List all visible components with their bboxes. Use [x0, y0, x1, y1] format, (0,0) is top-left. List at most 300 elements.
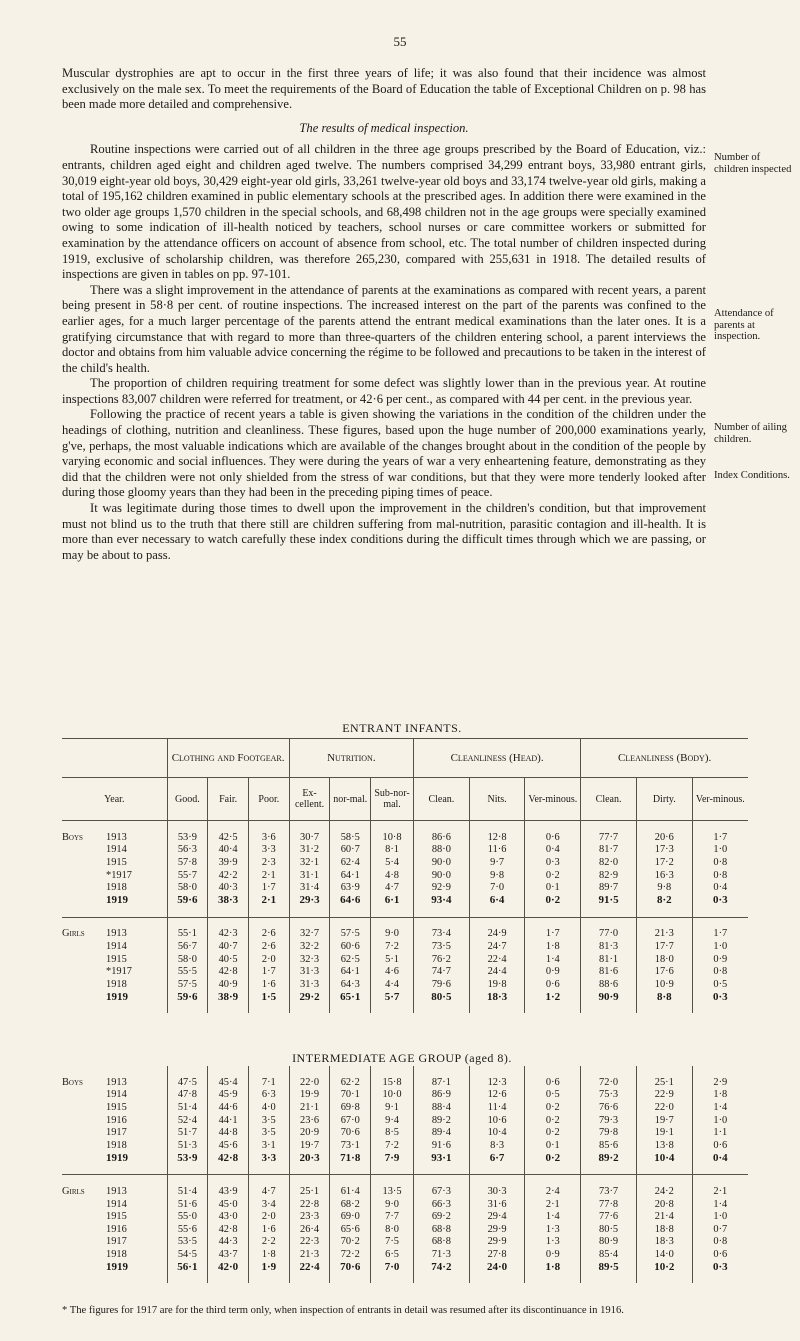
value-cell: 20·6 — [636, 831, 692, 844]
value-cell: 65·6 — [330, 1223, 371, 1236]
value-cell: 4·7 — [371, 881, 414, 894]
value-cell: 22·0 — [636, 1101, 692, 1114]
value-cell: 30·7 — [289, 831, 330, 844]
value-cell: 54·5 — [167, 1248, 208, 1261]
value-cell: 4·4 — [371, 978, 414, 991]
spacer-cell — [525, 1273, 581, 1283]
spacer-cell — [167, 1003, 208, 1013]
value-cell: 4·7 — [248, 1185, 289, 1198]
spacer-cell — [414, 1273, 470, 1283]
spacer-cell — [330, 917, 371, 928]
value-cell: 0·8 — [713, 856, 728, 868]
value-cell: 6·5 — [371, 1248, 414, 1261]
value-cell: 9·0 — [371, 1198, 414, 1211]
spacer-cell — [208, 821, 249, 832]
value-cell: 52·4 — [167, 1114, 208, 1127]
col-header-head-clean: Clean. — [414, 778, 470, 821]
spacer-cell — [167, 821, 208, 832]
table-row — [62, 1236, 748, 1249]
value-cell: 57·5 — [167, 978, 208, 991]
value-cell: 22·4 — [289, 1261, 330, 1274]
group-spacer — [62, 1273, 748, 1283]
section-heading: The results of medical inspection. — [299, 120, 469, 135]
spacer-cell — [636, 1066, 692, 1076]
value-cell: 70·6 — [330, 1126, 371, 1139]
value-cell: 32·7 — [289, 928, 330, 941]
value-cell: 57·5 — [330, 928, 371, 941]
value-cell: 62·5 — [330, 953, 371, 966]
value-cell: 6·1 — [371, 894, 414, 907]
value-cell: 76·2 — [414, 953, 470, 966]
spacer-cell — [208, 1164, 249, 1175]
footnote: * The figures for 1917 are for the third term only, when inspection of entrants in detail was resumed after its discontinuance in 1916. — [62, 1305, 624, 1316]
spacer-cell — [248, 1175, 289, 1186]
paragraph-ailing-children: The proportion of children requiring treatment for some defect was slightly lower than in the previous year. At routine inspections 83,007 children were referred for treatment, or 42·6 per cent., as compared with 44 per cent. in the previous year. — [62, 376, 706, 406]
value-cell: 73·4 — [414, 928, 470, 941]
value-cell: 56·7 — [167, 940, 208, 953]
value-cell: 9·7 — [469, 856, 525, 869]
table-row — [62, 1223, 748, 1236]
value-cell: 40·3 — [208, 881, 249, 894]
year-value: 1919 — [106, 1261, 128, 1274]
value-cell: 75·3 — [581, 1089, 637, 1102]
value-cell: 7·2 — [371, 1139, 414, 1152]
value-cell: 73·1 — [330, 1139, 371, 1152]
value-cell: 2·6 — [248, 940, 289, 953]
value-cell: 10·9 — [636, 978, 692, 991]
value-cell: 0·2 — [525, 1114, 581, 1127]
spacer-cell — [289, 917, 330, 928]
value-cell: 7·2 — [371, 940, 414, 953]
value-cell: 2·1 — [525, 1198, 581, 1211]
value-cell: 0·8 — [713, 966, 728, 978]
value-cell: 7·7 — [371, 1210, 414, 1223]
value-cell: 70·2 — [330, 1236, 371, 1249]
value-cell: 89·5 — [581, 1261, 637, 1274]
value-cell: 19·8 — [469, 978, 525, 991]
value-cell: 89·4 — [414, 1126, 470, 1139]
col-header-fair: Fair. — [208, 778, 249, 821]
value-cell: 0·2 — [525, 869, 581, 882]
value-cell: 40·4 — [208, 844, 249, 857]
paragraph-index-conditions: Following the practice of recent years a table is given showing the variations in the condition of the children under the headings of clothing, nutrition and cleanliness. These figures, based upon the huge number of 200,000 examinations yearly, g've, perhaps, the most valuable indications which are available of the changes brought about in the condition of the people by varying economic and social influences. They were during the years of war a very enheartening feature, demonstrating as they did that the children were not only shielded from the stress of war conditions, but that they were more tenderly looked after during those gloomy years than they had been in the preceding piping times of peace. — [62, 407, 706, 500]
value-cell: 0·7 — [713, 1223, 728, 1235]
spacer-cell — [62, 1066, 167, 1076]
spacer-cell — [248, 907, 289, 918]
value-cell: 68·8 — [414, 1223, 470, 1236]
value-cell: 72·0 — [581, 1076, 637, 1089]
spacer-cell — [636, 1003, 692, 1013]
value-cell: 0·6 — [525, 1076, 581, 1089]
value-cell: 62·2 — [330, 1076, 371, 1089]
value-cell: 0·6 — [713, 1139, 728, 1151]
year-value: 1918 — [106, 882, 127, 894]
value-cell: 74·7 — [414, 965, 470, 978]
spacer-cell — [692, 1175, 748, 1186]
year-cell — [62, 869, 167, 882]
value-cell: 0·2 — [525, 894, 581, 907]
value-cell: 93·1 — [414, 1152, 470, 1165]
year-cell — [62, 1210, 167, 1223]
year-cell — [62, 978, 167, 991]
value-cell: 17·6 — [636, 965, 692, 978]
year-cell — [62, 831, 167, 844]
spacer-cell — [636, 917, 692, 928]
value-cell: 7·5 — [371, 1236, 414, 1249]
year-value: *1917 — [106, 966, 132, 978]
value-cell: 66·3 — [414, 1198, 470, 1211]
table-row — [62, 1126, 748, 1139]
spacer-cell — [414, 1066, 470, 1076]
table-row — [62, 1185, 748, 1198]
value-cell: 14·0 — [636, 1248, 692, 1261]
spacer-cell — [371, 1164, 414, 1175]
value-cell: 42·8 — [208, 1223, 249, 1236]
spacer-cell — [581, 1273, 637, 1283]
value-cell: 22·0 — [289, 1076, 330, 1089]
value-cell: 32·1 — [289, 856, 330, 869]
value-cell: 0·8 — [713, 869, 728, 881]
spacer-cell — [581, 917, 637, 928]
value-cell: 24·2 — [636, 1185, 692, 1198]
value-cell: 1·6 — [248, 978, 289, 991]
spacer-cell — [469, 917, 525, 928]
value-cell: 2·9 — [713, 1076, 728, 1088]
value-cell: 40·5 — [208, 953, 249, 966]
value-cell: 0·3 — [713, 990, 728, 1003]
group-label: Girls — [62, 1185, 85, 1197]
spacer-cell — [371, 907, 414, 918]
value-cell: 88·0 — [414, 844, 470, 857]
value-cell: 20·8 — [636, 1198, 692, 1211]
spacer-cell — [525, 821, 581, 832]
spacer-cell — [208, 1273, 249, 1283]
value-cell: 81·7 — [581, 844, 637, 857]
value-cell: 3·5 — [248, 1126, 289, 1139]
spacer-cell — [289, 1164, 330, 1175]
value-cell: 25·1 — [289, 1185, 330, 1198]
value-cell: 55·1 — [167, 928, 208, 941]
spacer-cell — [167, 1175, 208, 1186]
spacer-cell — [248, 1003, 289, 1013]
value-cell: 2·2 — [248, 1236, 289, 1249]
spacer-cell — [371, 1003, 414, 1013]
spacer-cell — [248, 1164, 289, 1175]
spacer-cell — [636, 1273, 692, 1283]
value-cell: 51·7 — [167, 1126, 208, 1139]
spacer-cell — [371, 1273, 414, 1283]
value-cell: 0·2 — [525, 1101, 581, 1114]
value-cell: 22·9 — [636, 1089, 692, 1102]
spacer-cell — [330, 1164, 371, 1175]
value-cell: 9·1 — [371, 1101, 414, 1114]
col-header-year: Year. — [62, 778, 167, 821]
value-cell: 77·6 — [581, 1210, 637, 1223]
value-cell: 29·4 — [469, 1210, 525, 1223]
year-cell — [62, 940, 167, 953]
value-cell: 6·4 — [469, 894, 525, 907]
spacer-cell — [208, 907, 249, 918]
value-cell: 53·9 — [167, 1152, 208, 1165]
value-cell: 31·2 — [289, 844, 330, 857]
year-value: 1915 — [106, 953, 127, 965]
spacer-cell — [581, 1175, 637, 1186]
spacer-cell — [581, 1164, 637, 1175]
value-cell: 58·0 — [167, 953, 208, 966]
value-cell: 81·1 — [581, 953, 637, 966]
spacer-cell — [636, 821, 692, 832]
value-cell: 1·4 — [525, 953, 581, 966]
value-cell: 42·8 — [208, 965, 249, 978]
spacer-cell — [469, 1164, 525, 1175]
spacer-cell — [692, 821, 748, 832]
spacer-cell — [414, 1164, 470, 1175]
table-row — [62, 991, 748, 1004]
value-cell: 29·9 — [469, 1236, 525, 1249]
spacer-cell — [692, 917, 748, 928]
value-cell: 8·8 — [636, 991, 692, 1004]
value-cell: 17·2 — [636, 856, 692, 869]
value-cell: 32·3 — [289, 953, 330, 966]
table-row — [62, 1101, 748, 1114]
table-row — [62, 1152, 748, 1165]
value-cell: 72·2 — [330, 1248, 371, 1261]
margin-note-ailing: Number of ailing children. — [714, 422, 787, 445]
value-cell: 64·6 — [330, 894, 371, 907]
value-cell: 27·8 — [469, 1248, 525, 1261]
year-value: 1919 — [106, 894, 128, 907]
value-cell: 73·5 — [414, 940, 470, 953]
value-cell: 2·0 — [248, 1210, 289, 1223]
spacer-cell — [525, 1003, 581, 1013]
table-row — [62, 1198, 748, 1211]
group-label: Boys — [62, 1076, 83, 1088]
group-spacer — [62, 1175, 748, 1186]
value-cell: 10·4 — [636, 1152, 692, 1165]
spacer-cell — [167, 1273, 208, 1283]
value-cell: 31·6 — [469, 1198, 525, 1211]
value-cell: 77·7 — [581, 831, 637, 844]
value-cell: 38·3 — [208, 894, 249, 907]
value-cell: 1·7 — [248, 881, 289, 894]
year-value: 1918 — [106, 1139, 127, 1151]
value-cell: 8·2 — [636, 894, 692, 907]
value-cell: 69·0 — [330, 1210, 371, 1223]
value-cell: 0·1 — [525, 881, 581, 894]
value-cell: 68·2 — [330, 1198, 371, 1211]
value-cell: 69·8 — [330, 1101, 371, 1114]
spacer-cell — [414, 1175, 470, 1186]
value-cell: 53·5 — [167, 1236, 208, 1249]
value-cell: 71·8 — [330, 1152, 371, 1165]
value-cell: 92·9 — [414, 881, 470, 894]
value-cell: 17·3 — [636, 844, 692, 857]
value-cell: 80·5 — [581, 1223, 637, 1236]
value-cell: 2·1 — [248, 894, 289, 907]
value-cell: 9·8 — [469, 869, 525, 882]
value-cell: 65·1 — [330, 991, 371, 1004]
value-cell: 3·3 — [248, 1152, 289, 1165]
spacer-cell — [62, 917, 167, 928]
year-value: 1913 — [106, 831, 127, 843]
value-cell: 24·4 — [469, 965, 525, 978]
value-cell: 6·7 — [469, 1152, 525, 1165]
value-cell: 4·0 — [248, 1101, 289, 1114]
year-value: 1913 — [106, 1185, 127, 1197]
entrant-girls-rows — [62, 917, 748, 1013]
value-cell: 47·8 — [167, 1089, 208, 1102]
group-header-cleanliness-head: Cleanliness (Head). — [414, 739, 581, 778]
spacer-cell — [208, 1066, 249, 1076]
value-cell: 11·4 — [469, 1101, 525, 1114]
value-cell: 91·5 — [581, 894, 637, 907]
value-cell: 21·3 — [289, 1248, 330, 1261]
group-spacer — [62, 1066, 748, 1076]
value-cell: 5·4 — [371, 856, 414, 869]
value-cell: 4·6 — [371, 965, 414, 978]
value-cell: 0·9 — [713, 953, 728, 965]
value-cell: 62·4 — [330, 856, 371, 869]
value-cell: 18·0 — [636, 953, 692, 966]
entrant-infants-table — [62, 738, 748, 1013]
value-cell: 55·5 — [167, 965, 208, 978]
value-cell: 45·6 — [208, 1139, 249, 1152]
value-cell: 30·3 — [469, 1185, 525, 1198]
value-cell: 63·9 — [330, 881, 371, 894]
spacer-cell — [469, 1066, 525, 1076]
spacer-cell — [371, 821, 414, 832]
value-cell: 11·6 — [469, 844, 525, 857]
intro-paragraph: Muscular dystrophies are apt to occur in the first three years of life; it was also found that their incidence was almost exclusively on the male sex. To meet the requirements of the Board of Education the table of Exceptional Children on p. 98 has been made more detailed and comprehensive. — [62, 66, 706, 112]
value-cell: 0·5 — [713, 978, 728, 990]
table-row — [62, 881, 748, 894]
value-cell: 59·6 — [167, 991, 208, 1004]
value-cell: 1·6 — [248, 1223, 289, 1236]
year-cell — [62, 1198, 167, 1211]
value-cell: 42·5 — [208, 831, 249, 844]
spacer-cell — [289, 1175, 330, 1186]
year-cell — [62, 1223, 167, 1236]
value-cell: 44·1 — [208, 1114, 249, 1127]
value-cell: 1·5 — [248, 991, 289, 1004]
spacer-cell — [208, 917, 249, 928]
value-cell: 1·8 — [525, 1261, 581, 1274]
value-cell: 73·7 — [581, 1185, 637, 1198]
spacer-cell — [208, 1175, 249, 1186]
table-row — [62, 940, 748, 953]
spacer-cell — [62, 1273, 167, 1283]
value-cell: 42·2 — [208, 869, 249, 882]
value-cell: 31·3 — [289, 965, 330, 978]
spacer-cell — [289, 907, 330, 918]
group-header-clothing: Clothing and Footgear. — [167, 739, 289, 778]
value-cell: 2·3 — [248, 856, 289, 869]
group-spacer — [62, 907, 748, 918]
value-cell: 43·7 — [208, 1248, 249, 1261]
value-cell: 90·9 — [581, 991, 637, 1004]
year-cell — [62, 894, 167, 907]
spacer-cell — [62, 1164, 167, 1175]
spacer-cell — [62, 821, 167, 832]
value-cell: 85·4 — [581, 1248, 637, 1261]
paragraph-legitimate: It was legitimate during those times to dwell upon the improvement in the children's condition, but that improvement must not blind us to the truth that there still are children suffering from mal-nutrition, parasitic contagion and ill-health. It is more than ever necessary to watch carefully these index conditions during the difficult times through which we are passing, or may be about to pass. — [62, 501, 706, 562]
value-cell: 44·8 — [208, 1126, 249, 1139]
page-number: 55 — [393, 34, 407, 49]
value-cell: 3·6 — [248, 831, 289, 844]
value-cell: 23·6 — [289, 1114, 330, 1127]
value-cell: 1·1 — [713, 1127, 728, 1139]
value-cell: 8·3 — [469, 1139, 525, 1152]
value-cell: 32·2 — [289, 940, 330, 953]
value-cell: 21·4 — [636, 1210, 692, 1223]
value-cell: 24·0 — [469, 1261, 525, 1274]
value-cell: 55·0 — [167, 1210, 208, 1223]
spacer-cell — [636, 1164, 692, 1175]
value-cell: 31·3 — [289, 978, 330, 991]
value-cell: 0·2 — [525, 1152, 581, 1165]
margin-note-attendance: Attendance of parents at inspection. — [714, 308, 774, 342]
spacer-cell — [469, 907, 525, 918]
value-cell: 90·0 — [414, 869, 470, 882]
intermediate-boys-rows — [62, 1066, 748, 1175]
value-cell: 42·8 — [208, 1152, 249, 1165]
spacer-cell — [636, 1175, 692, 1186]
value-cell: 1·9 — [248, 1261, 289, 1274]
value-cell: 18·3 — [469, 991, 525, 1004]
spacer-cell — [692, 1066, 748, 1076]
value-cell: 5·1 — [371, 953, 414, 966]
value-cell: 19·9 — [289, 1089, 330, 1102]
value-cell: 55·6 — [167, 1223, 208, 1236]
table-row — [62, 1210, 748, 1223]
value-cell: 0·1 — [525, 1139, 581, 1152]
year-value: 1919 — [106, 1151, 128, 1164]
value-cell: 9·4 — [371, 1114, 414, 1127]
value-cell: 3·4 — [248, 1198, 289, 1211]
value-cell: 24·9 — [469, 928, 525, 941]
value-cell: 7·0 — [469, 881, 525, 894]
value-cell: 18·3 — [636, 1236, 692, 1249]
value-cell: 43·9 — [208, 1185, 249, 1198]
value-cell: 7·9 — [371, 1152, 414, 1165]
value-cell: 1·0 — [713, 1114, 728, 1126]
col-header-poor: Poor. — [248, 778, 289, 821]
value-cell: 79·3 — [581, 1114, 637, 1127]
value-cell: 89·2 — [414, 1114, 470, 1127]
value-cell: 0·3 — [713, 894, 728, 907]
group-spacer — [62, 1003, 748, 1013]
group-spacer — [62, 1164, 748, 1175]
spacer-cell — [692, 907, 748, 918]
value-cell: 60·6 — [330, 940, 371, 953]
value-cell: 1·0 — [713, 940, 728, 952]
year-cell — [62, 1089, 167, 1102]
table-row — [62, 831, 748, 844]
intermediate-girls-rows — [62, 1175, 748, 1284]
value-cell: 53·9 — [167, 831, 208, 844]
value-cell: 51·4 — [167, 1185, 208, 1198]
col-header-excellent: Ex-cellent. — [289, 778, 330, 821]
value-cell: 1·0 — [713, 844, 728, 856]
value-cell: 42·0 — [208, 1261, 249, 1274]
spacer-cell — [692, 1273, 748, 1283]
value-cell: 77·0 — [581, 928, 637, 941]
year-cell — [62, 1248, 167, 1261]
spacer-cell — [692, 1003, 748, 1013]
value-cell: 82·9 — [581, 869, 637, 882]
spacer-cell — [414, 1003, 470, 1013]
value-cell: 87·1 — [414, 1076, 470, 1089]
